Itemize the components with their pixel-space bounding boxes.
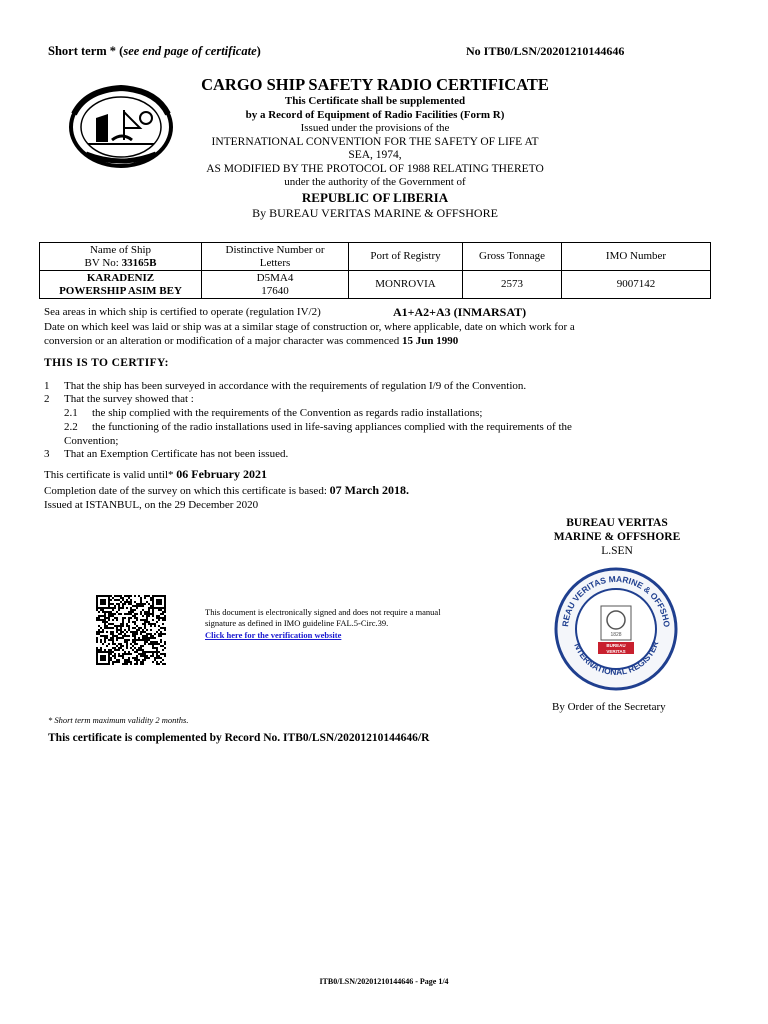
cell-port-of-registry: MONROVIA	[349, 271, 463, 299]
certify-item-2-num: 2	[44, 393, 50, 405]
certify-item-3: That an Exemption Certificate has not been issued.	[64, 448, 289, 460]
verification-qr-code-icon[interactable]	[96, 595, 166, 665]
supplement-line-1: This Certificate shall be supplemented	[284, 95, 466, 107]
certify-item-2: That the survey showed that :	[64, 393, 194, 405]
sea-areas-label: Sea areas in which ship is certified to operate (regulation IV/2)	[44, 306, 321, 318]
signatory-block: BUREAU VERITAS MARINE & OFFSHORE L.SEN	[553, 517, 681, 557]
certify-item-2-2-cont: Convention;	[64, 435, 119, 447]
issued-under: Issued under the provisions of the	[300, 122, 450, 134]
cell-imo-number: 9007142	[562, 271, 711, 299]
bureau-veritas-stamp-icon	[546, 564, 686, 694]
authority-line: under the authority of the Government of	[284, 176, 466, 188]
svg-text:1828: 1828	[610, 632, 622, 638]
convention-line-2: SEA, 1974,	[348, 149, 402, 161]
cell-ship-name: KARADENIZ POWERSHIP ASIM BEY	[40, 271, 202, 299]
table-header-row	[40, 243, 711, 271]
keel-date-text: Date on which keel was laid or ship was at a similar stage of construction or, where applicable, date on which work for a conversion or an alteration or modification of a major character was commenced 15 Jun 1990	[44, 321, 575, 347]
valid-until: This certificate is valid until* 06 February 2021	[44, 467, 267, 481]
header-imo-number: IMO Number	[562, 243, 711, 271]
certify-item-1-num: 1	[44, 380, 50, 392]
certify-item-2-2-num: 2.2	[64, 421, 78, 433]
certify-item-2-1: the ship complied with the requirements of the Convention as regards radio installations;	[92, 407, 483, 419]
issued-at: Issued at ISTANBUL, on the 29 December 2020	[44, 499, 259, 511]
esign-note: This document is electronically signed and does not require a manual signature as defined in IMO guideline FAL.5-Circ.39.	[205, 607, 441, 628]
cell-gross-tonnage: 2573	[463, 271, 562, 299]
page-footer: ITB0/LSN/20201210144646 - Page 1/4	[319, 977, 449, 986]
convention-line-1: INTERNATIONAL CONVENTION FOR THE SAFETY OF LIFE AT	[211, 135, 539, 148]
header-gross-tonnage: Gross Tonnage	[463, 243, 562, 271]
svg-text:VERITAS: VERITAS	[606, 649, 626, 654]
certify-item-2-1-num: 2.1	[64, 407, 78, 419]
issuing-body: By BUREAU VERITAS MARINE & OFFSHORE	[252, 205, 498, 220]
ship-particulars-table	[39, 242, 711, 299]
protocol-line: AS MODIFIED BY THE PROTOCOL OF 1988 RELATING THERETO	[206, 162, 544, 175]
certify-item-1: That the ship has been surveyed in accordance with the requirements of regulation I/9 of the Convention.	[64, 380, 527, 392]
cell-distinctive-number: D5MA4 17640	[202, 271, 349, 299]
certify-item-2-2: the functioning of the radio installations used in life-saving appliances complied with the requirements of the	[92, 421, 572, 433]
table-row	[40, 271, 711, 299]
header-name-of-ship: Name of Ship BV No: 33165B	[40, 243, 202, 271]
header-port-of-registry: Port of Registry	[349, 243, 463, 271]
svg-text:BUREAU: BUREAU	[606, 643, 626, 648]
supplement-line-2: by a Record of Equipment of Radio Facilities (Form R)	[245, 108, 505, 121]
by-order-of-secretary: By Order of the Secretary	[552, 701, 666, 713]
short-term-note: Short term * (see end page of certificate)	[48, 44, 261, 58]
header-distinctive-number: Distinctive Number or Letters	[202, 243, 349, 271]
certificate-number: No ITB0/LSN/20201210144646	[466, 44, 625, 58]
footnote-short-term: * Short term maximum validity 2 months.	[48, 715, 189, 725]
republic-name: REPUBLIC OF LIBERIA	[301, 189, 449, 205]
certify-heading: THIS IS TO CERTIFY:	[44, 357, 169, 369]
verification-link[interactable]: Click here for the verification website	[205, 630, 342, 640]
svg-text:INTERNATIONAL REGISTER: NTERNATIONAL REGISTER	[572, 639, 661, 677]
svg-text:BUREAU VERITAS MARINE & OFFSHO: REAU VERITAS MARINE & OFFSHO	[560, 573, 672, 628]
completion-date: Completion date of the survey on which this certificate is based: 07 March 2018.	[44, 483, 410, 497]
certify-item-3-num: 3	[44, 448, 50, 460]
sea-areas-value: A1+A2+A3 (INMARSAT)	[393, 305, 527, 319]
certificate-title: CARGO SHIP SAFETY RADIO CERTIFICATE	[201, 75, 549, 94]
complemented-by-record: This certificate is complemented by Record No. ITB0/LSN/20201210144646/R	[48, 732, 430, 744]
title-block	[150, 75, 600, 221]
